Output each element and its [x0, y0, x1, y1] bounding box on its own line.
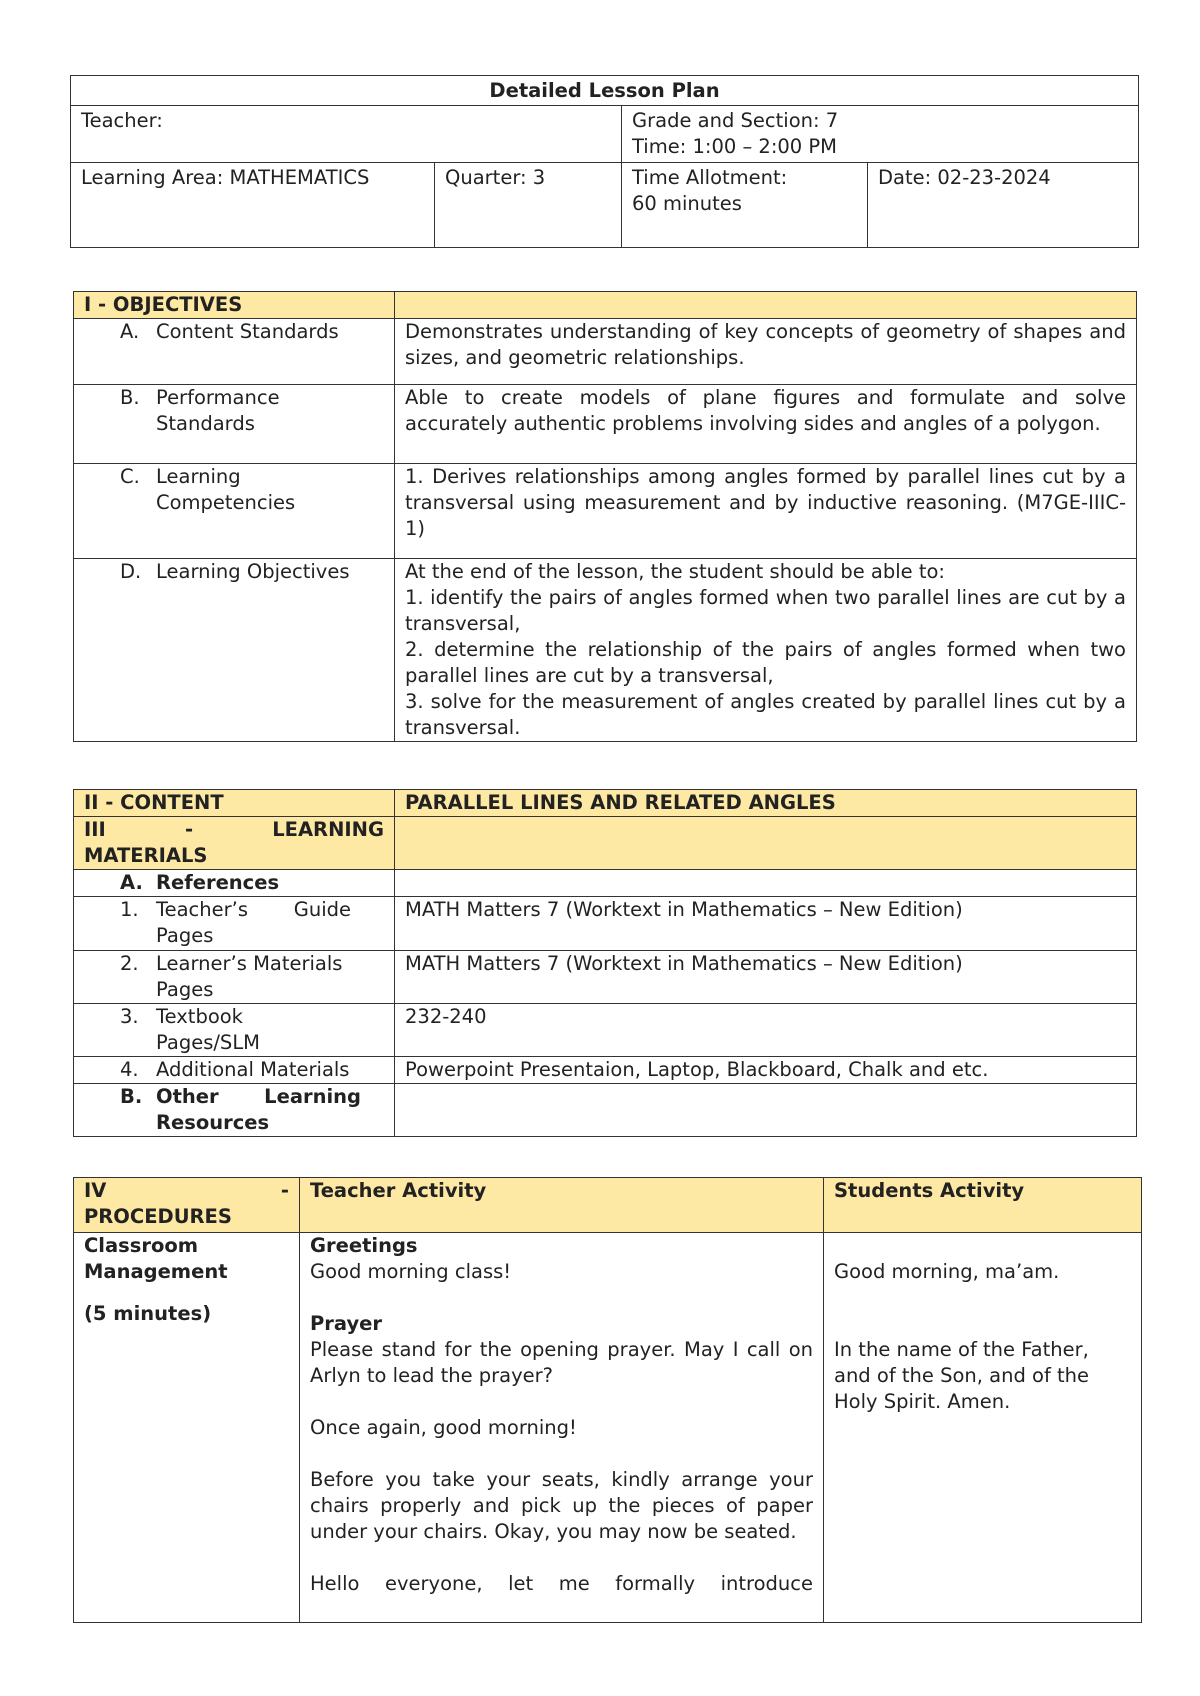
- learning-competencies-text: 1. Derives relationships among angles formed by parallel lines cut by a transversal using measurement and by inductive reasoning. (M7GE-IIIC-1): [395, 464, 1137, 559]
- seats-text: Before you take your seats, kindly arrange your chairs properly and pick up the pieces of paper under your chairs. Okay, you may now be seated.: [310, 1468, 813, 1543]
- ref-value-textbook: 232-240: [395, 1004, 1137, 1057]
- ref-value-teachers-guide: MATH Matters 7 (Worktext in Mathematics – New Edition): [395, 897, 1137, 951]
- prayer-reply: In the name of the Father, and of the Son, and of the Holy Spirit. Amen.: [834, 1338, 1090, 1413]
- objectives-intro: At the end of the lesson, the student should be able to:: [405, 560, 945, 583]
- students-activity-cell: [824, 1233, 1142, 1623]
- content-heading: II - CONTENT: [74, 790, 395, 817]
- teacher-activity-cell: [300, 1233, 824, 1623]
- learning-area: Learning Area: MATHEMATICS: [71, 163, 435, 248]
- teacher-field: Teacher:: [71, 106, 622, 163]
- objectives-table: [73, 291, 1137, 742]
- ref-value-learners-materials: MATH Matters 7 (Worktext in Mathematics – New Edition): [395, 951, 1137, 1004]
- intro-text: Hello everyone, let me formally introduce: [310, 1572, 813, 1595]
- prayer-title: Prayer: [310, 1312, 383, 1335]
- objective-item: 3. solve for the measurement of angles created by parallel lines cut by a transversal.: [405, 690, 1126, 739]
- grade-section: Grade and Section: 7: [632, 109, 839, 132]
- time-field: Time: 1:00 – 2:00 PM: [632, 135, 837, 158]
- objective-label-b: B. Performance Standards: [74, 385, 395, 464]
- ref-label-learners-materials: 2. Learner’s Materials Pages: [74, 951, 395, 1004]
- ref-label-additional: 4. Additional Materials: [74, 1057, 395, 1084]
- students-activity-heading: Students Activity: [824, 1178, 1142, 1233]
- lesson-plan-title: Detailed Lesson Plan: [71, 76, 1139, 106]
- section-duration: (5 minutes): [84, 1302, 212, 1325]
- greetings-reply: Good morning, ma’am.: [834, 1260, 1060, 1283]
- objective-item: 1. identify the pairs of angles formed when two parallel lines are cut by a transversal,: [405, 586, 1126, 635]
- quarter: Quarter: 3: [435, 163, 622, 248]
- learning-objectives-text: [395, 559, 1137, 742]
- header-table: [70, 75, 1139, 248]
- references-label: A. References: [74, 870, 395, 897]
- ref-label-textbook: 3. Textbook Pages/SLM: [74, 1004, 395, 1057]
- prayer-text: Please stand for the opening prayer. May I call on Arlyn to lead the prayer?: [310, 1338, 813, 1387]
- again-text: Once again, good morning!: [310, 1416, 577, 1439]
- time-allotment-label: Time Allotment:: [632, 166, 788, 189]
- content-table: [73, 789, 1137, 1137]
- procedures-heading: IV - PROCEDURES: [74, 1178, 300, 1233]
- objective-label-d: D. Learning Objectives: [74, 559, 395, 742]
- objective-label-c: C. Learning Competencies: [74, 464, 395, 559]
- content-standards-text: Demonstrates understanding of key concepts of geometry of shapes and sizes, and geometric relationships.: [395, 319, 1137, 385]
- classroom-management-cell: Classroom Management (5 minutes): [74, 1233, 300, 1623]
- learning-materials-heading: III - LEARNING MATERIALS: [74, 817, 395, 870]
- grade-time-cell: [622, 106, 1139, 163]
- objectives-heading: I - OBJECTIVES: [74, 292, 395, 319]
- time-allotment-value: 60 minutes: [632, 192, 742, 215]
- other-resources-label: B. Other Learning Resources: [74, 1084, 395, 1137]
- time-allotment: [622, 163, 868, 248]
- objective-label-a: A. Content Standards: [74, 319, 395, 385]
- greetings-text: Good morning class!: [310, 1260, 512, 1283]
- content-topic: PARALLEL LINES AND RELATED ANGLES: [395, 790, 1137, 817]
- greetings-title: Greetings: [310, 1234, 418, 1257]
- procedures-table: [73, 1177, 1142, 1623]
- ref-label-teachers-guide: 1. Teacher’s Guide Pages: [74, 897, 395, 951]
- teacher-activity-heading: Teacher Activity: [300, 1178, 824, 1233]
- performance-standards-text: Able to create models of plane figures and formulate and solve accurately authentic problems involving sides and angles of a polygon.: [395, 385, 1137, 464]
- objective-item: 2. determine the relationship of the pairs of angles formed when two parallel lines are cut by a transversal,: [405, 638, 1126, 687]
- date: Date: 02-23-2024: [868, 163, 1139, 248]
- ref-value-additional: Powerpoint Presentaion, Laptop, Blackboard, Chalk and etc.: [395, 1057, 1137, 1084]
